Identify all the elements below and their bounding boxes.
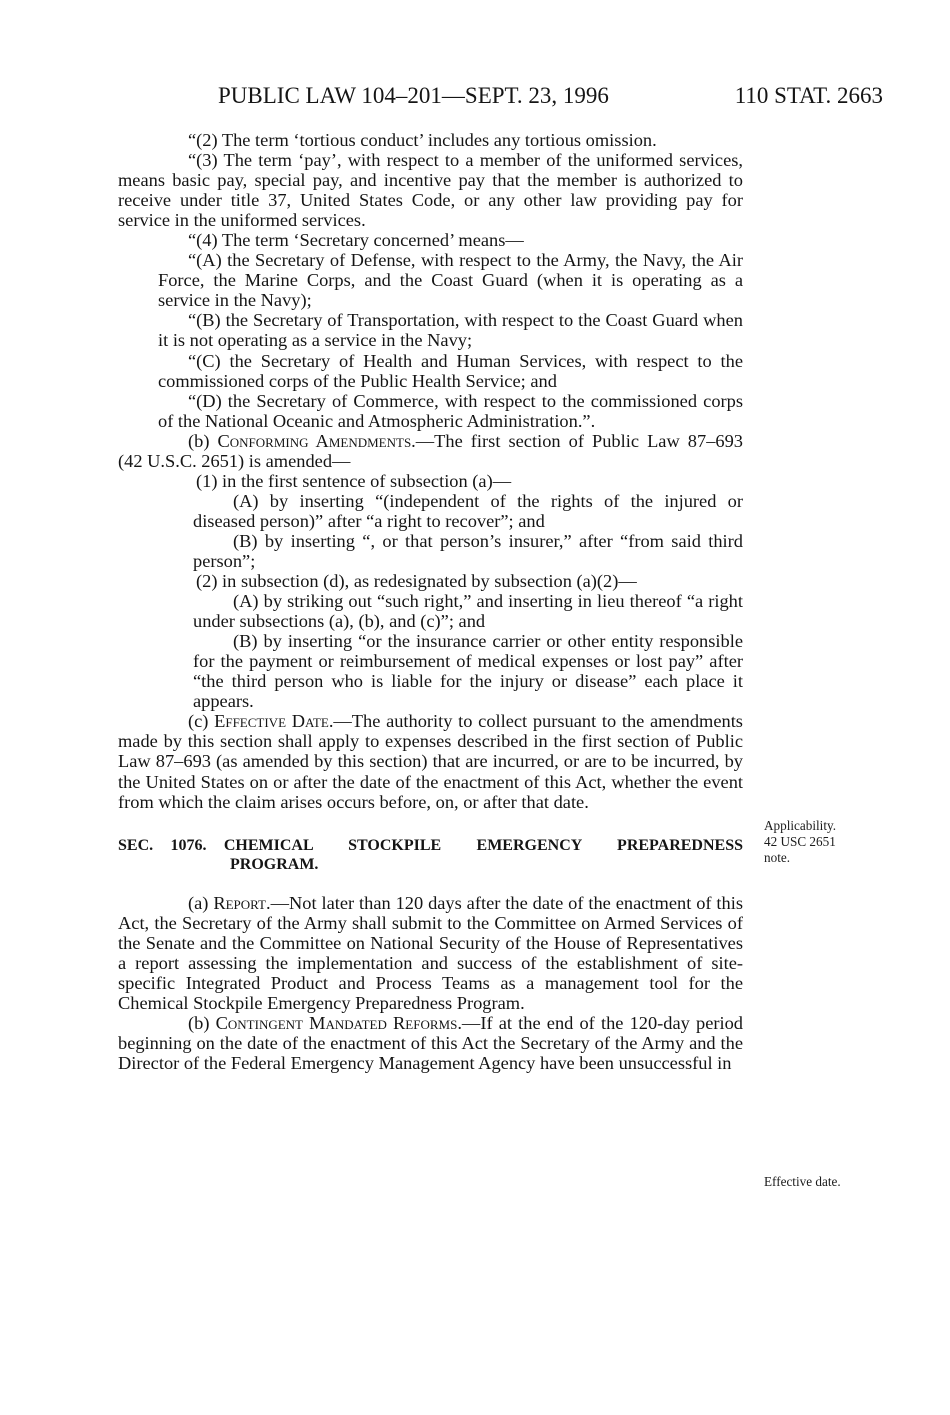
- section-heading: [118, 836, 743, 874]
- paragraph-4b: “(B) the Secretary of Transportation, with respect to the Coast Guard when it is not operating as a service in the Navy;: [158, 310, 743, 351]
- paragraph-4-secretary-concerned: “(4) The term ‘Secretary concerned’ means—: [188, 230, 524, 251]
- subsection-c-heading: Effective Date: [214, 711, 329, 732]
- amendment-2b: (B) by inserting “or the insurance carrier or other entity responsible for the payment or reimbursement of medical expenses or lost pay” after “the third person who is liable for the injury or disease” each place it appears.: [193, 631, 743, 712]
- section-title: CHEMICAL STOCKPILE EMERGENCY PREPAREDNESS PROGRAM.: [223, 836, 744, 873]
- amendment-1: (1) in the first sentence of subsection (a)—: [196, 470, 512, 491]
- section-1076-b-text: .—If at the end of the 120-day period beginning on the date of the enactment of this Act the Secretary of the Army and the Director of the Federal Emergency Management Agency have been unsuccessful in: [118, 1012, 744, 1073]
- section-1076-subsection-b-reforms: [118, 1013, 743, 1073]
- section-1076-a-heading: Report: [213, 892, 266, 913]
- margin-note-applicability-line-1: Applicability.: [764, 818, 837, 833]
- subsection-b-conforming-amendments: [118, 431, 743, 471]
- margin-note-applicability: [764, 818, 836, 866]
- margin-note-applicability-line-2: 42 USC 2651: [764, 834, 836, 849]
- subsection-b-text: .—The first section of Public Law 87–693 (42 U.S.C. 2651) is amended—: [118, 430, 743, 471]
- running-header: [218, 80, 883, 112]
- section-number: SEC. 1076.: [118, 836, 207, 854]
- header-title: PUBLIC LAW 104–201—SEPT. 23, 1996: [218, 83, 609, 108]
- body-text: [118, 130, 743, 1073]
- paragraph-2-tortious-conduct: “(2) The term ‘tortious conduct’ includes any tortious omission.: [188, 130, 657, 150]
- subsection-c-effective-date: [118, 711, 743, 811]
- paragraph-3-pay: “(3) The term ‘pay’, with respect to a member of the uniformed services, means basic pay, special pay, and incentive pay that the member is authorized to receive under title 37, United States Code, or any other law providing pay for service in the uniformed services.: [118, 150, 743, 231]
- amendment-2a: (A) by striking out “such right,” and inserting in lieu thereof “a right under subsections (a), (b), and (c)”; and: [193, 591, 743, 632]
- amendment-1a: (A) by inserting “(independent of the rights of the injured or diseased person)” after “a right to recover”; and: [193, 490, 743, 531]
- paragraph-4d: “(D) the Secretary of Commerce, with respect to the commissioned corps of the National Oceanic and Atmospheric Administration.”.: [158, 390, 743, 431]
- statute-page-number: 110 STAT. 2663: [734, 83, 883, 108]
- subsection-b-heading: Conforming Amendments: [217, 430, 412, 451]
- section-1076-b-heading: Contingent Mandated Reforms: [215, 1012, 458, 1033]
- section-1076-a-label: (a): [188, 892, 209, 913]
- subsection-b-label: (b): [188, 430, 210, 451]
- section-1076-a-text: .—Not later than 120 days after the date of the enactment of this Act, the Secretary of the Army shall submit to the Committee on Armed Services of the Senate and the Committee on National Security of the House of Representatives a report assessing the implementation and success of the establishment of site-specific Integrated Product and Process Teams as a management tool for the Chemical Stockpile Emergency Preparedness Program.: [118, 892, 743, 1013]
- margin-note-effective-date: Effective date.: [764, 1174, 841, 1189]
- subsection-c-label: (c): [188, 711, 209, 732]
- amendment-1b: (B) by inserting “, or that person’s insurer,” after “from said third person”;: [193, 530, 743, 571]
- margin-note-applicability-line-3: note.: [764, 850, 791, 865]
- paragraph-4c: “(C) the Secretary of Health and Human Services, with respect to the commissioned corps of the Public Health Service; and: [158, 350, 743, 391]
- subsection-c-text: .—The authority to collect pursuant to the amendments made by this section shall apply to expenses described in the first section of Public Law 87–693 (as amended by this section) that are incurred, or are to be incurred, by the United States on or after the date of the enactment of this Act, whether the event from which the claim arises occurs before, on, or after that date.: [118, 711, 743, 812]
- paragraph-4a: “(A) the Secretary of Defense, with respect to the Army, the Navy, the Air Force, the Marine Corps, and the Coast Guard (when it is operating as a service in the Navy);: [158, 250, 743, 311]
- section-1076-subsection-a-report: [118, 893, 743, 1013]
- amendment-2: (2) in subsection (d), as redesignated by subsection (a)(2)—: [196, 571, 637, 592]
- section-1076-b-label: (b): [188, 1012, 210, 1033]
